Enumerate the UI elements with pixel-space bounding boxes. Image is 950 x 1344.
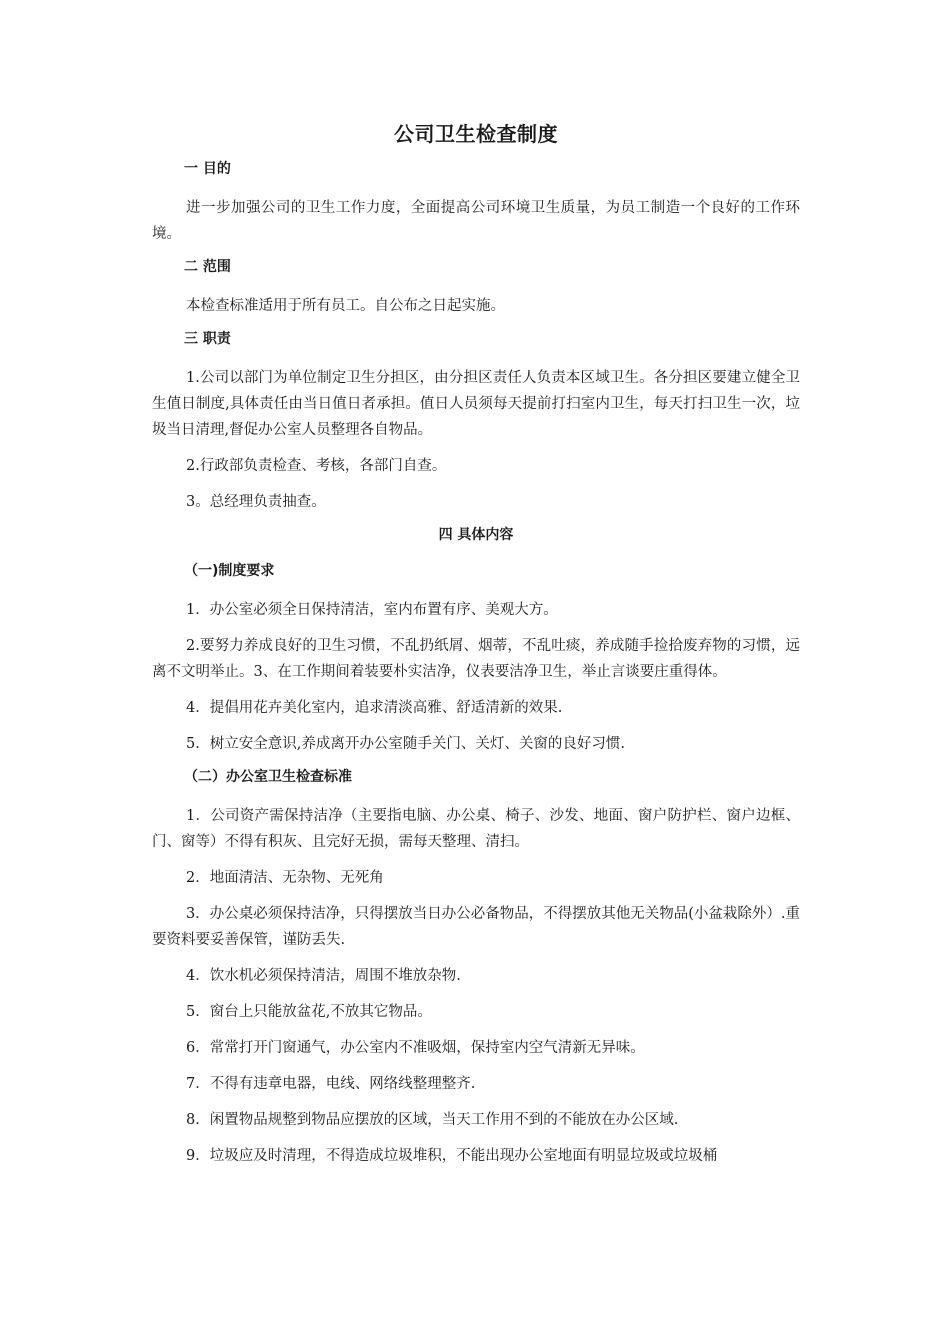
document-title: 公司卫生检查制度 [394, 122, 558, 146]
section-heading-purpose: 一 目的 [184, 161, 231, 177]
subsection-heading-rules: （一)制度要求 [184, 563, 275, 579]
list-item: 7．不得有违章电器，电线、网络线整理整齐. [186, 1076, 476, 1092]
paragraph: 3。总经理负责抽查。 [186, 494, 326, 510]
list-item: 3．办公桌必须保持洁净，只得摆放当日办公必备物品，不得摆放其他无关物品(小盆栽除外）.重要资料要妥善保管，谨防丢失. [152, 906, 800, 948]
section-heading-scope: 二 范围 [184, 259, 231, 275]
section-heading-content: 四 具体内容 [438, 527, 514, 543]
list-item: 2．地面清洁、无杂物、无死角 [186, 870, 384, 886]
list-item: 1．办公室必须全日保持清洁，室内布置有序、美观大方。 [186, 602, 558, 618]
list-item: 9．垃圾应及时清理，不得造成垃圾堆积，不能出现办公室地面有明显垃圾或垃圾桶 [186, 1148, 718, 1164]
document-body [152, 118, 800, 1179]
subsection-heading-standards: （二）办公室卫生检查标准 [184, 769, 352, 785]
list-item: 4．提倡用花卉美化室内，追求清淡高雅、舒适清新的效果. [186, 700, 563, 716]
list-item: 1．公司资产需保持洁净（主要指电脑、办公桌、椅子、沙发、地面、窗户防护栏、窗户边框、门、窗等）不得有积灰、且完好无损，需每天整理、清扫。 [152, 808, 800, 850]
list-item: 5．树立安全意识,养成离开办公室随手关门、关灯、关窗的良好习惯. [186, 736, 625, 752]
list-item: 4．饮水机必须保持清洁，周围不堆放杂物. [186, 968, 461, 984]
paragraph: 1.公司以部门为单位制定卫生分担区，由分担区责任人负责本区域卫生。各分担区要建立健全卫生值日制度,具体责任由当日值日者承担。值日人员须每天提前打扫室内卫生，每天打扫卫生一次，垃圾当日清理,督促办公室人员整理各自物品。 [152, 370, 800, 438]
paragraph: 本检查标准适用于所有员工。自公布之日起实施。 [186, 298, 505, 314]
paragraph: 进一步加强公司的卫生工作力度，全面提高公司环境卫生质量，为员工制造一个良好的工作环境。 [152, 200, 800, 242]
list-item: 2.要努力养成良好的卫生习惯，不乱扔纸屑、烟蒂，不乱吐痰，养成随手捡拾废弃物的习惯，远离不文明举止。3、在工作期间着装要朴实洁净，仪表要洁净卫生，举止言谈要庄重得体。 [152, 638, 800, 680]
list-item: 6．常常打开门窗通气，办公室内不准吸烟，保持室内空气清新无异味。 [186, 1040, 645, 1056]
paragraph: 2.行政部负责检查、考核，各部门自查。 [186, 458, 447, 474]
list-item: 8．闲置物品规整到物品应摆放的区域，当天工作用不到的不能放在办公区域. [186, 1112, 679, 1128]
section-heading-duties: 三 职责 [184, 331, 231, 347]
list-item: 5．窗台上只能放盆花,不放其它物品。 [186, 1004, 432, 1020]
